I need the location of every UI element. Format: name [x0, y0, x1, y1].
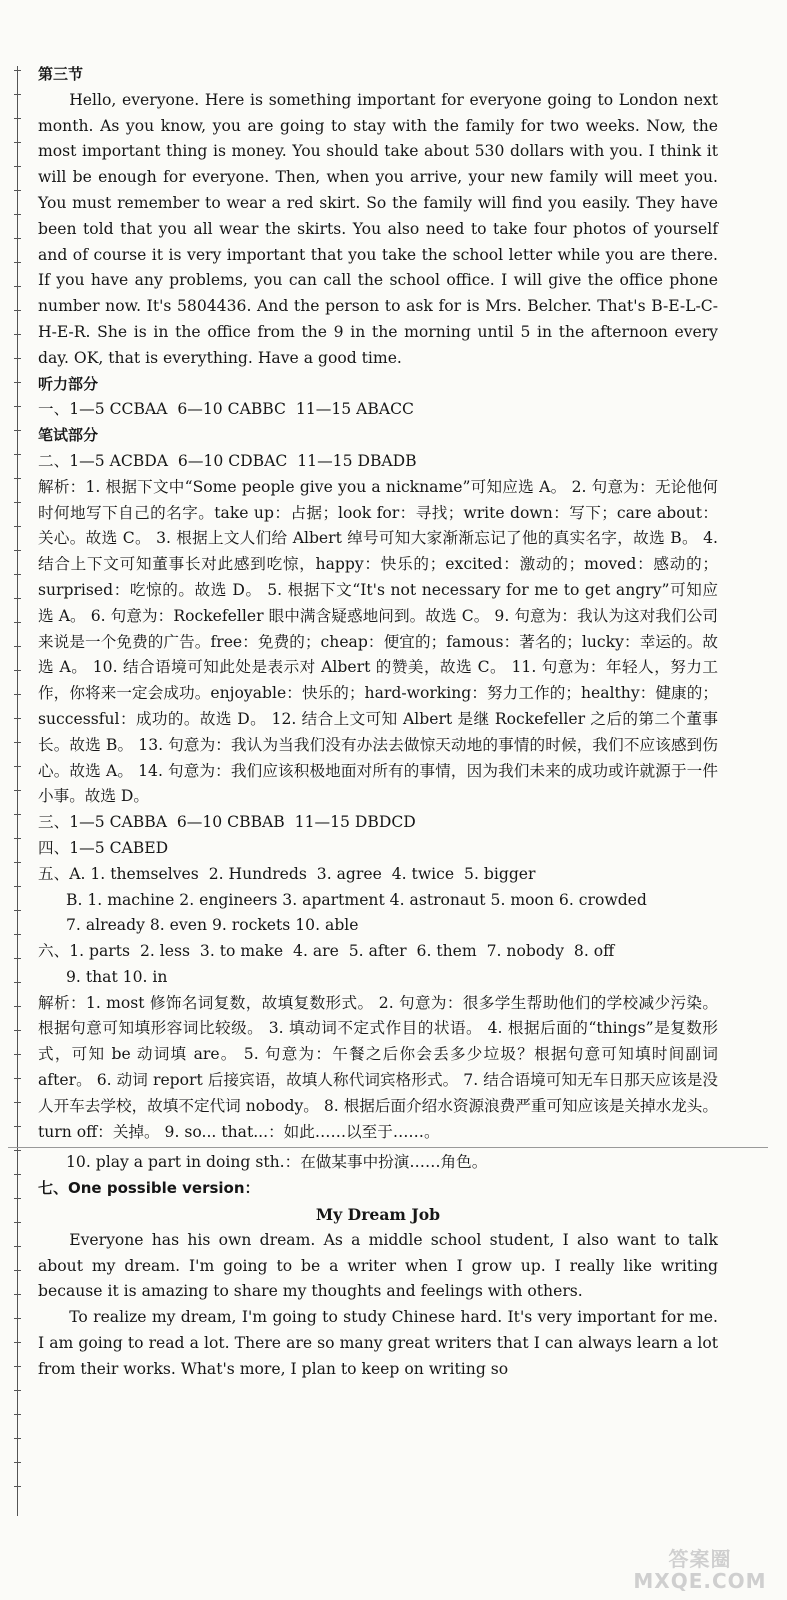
part2-explanation: 解析：1. 根据下文中“Some people give you a nickname”可知应选 A。 2. 句意为：无论他何时何地写下自己的名字。take up：占据；look for：寻找；write down：写下；care about：关心。故选 C。 3. 根据上文人们给 Albert 绰号可知大家渐渐忘记了他的真实名字，故选 B。 4. 结合上下文可知董事长对此感到吃惊，happy：快乐的；excited：激动的；moved：感动的；surprised：吃惊的。故选 D。 5. 根据下文“It's not necessary for me to get angry”可知应选 A。 6. 句意为：Rockefeller 眼中满含疑惑地问到。故选 C。 9. 句意为：我认为这对我们公司来说是一个免费的广告。free：免费的；cheap：便宜的；famous：著名的；lucky：幸运的。故选 A。 10. 结合语境可知此处是表示对 Albert 的赞美，故选 C。 11. 句意为：年轻人，努力工作，你将来一定会成功。enjoyable：快乐的；hard-working：努力工作的；healthy：健康的；successful：成功的。故选 D。 12. 结合上文可知 Albert 是继 Rockefeller 之后的第二个董事长。故选 B。 13. 句意为：我认为当我们没有办法去做惊天动地的事情的时候，我们不应该感到伤心。故选 A。 14. 句意为：我们应该积极地面对所有的事情，因为我们未来的成功或许就源于一件小事。故选 D。	[38, 477, 718, 806]
part6-answers-line2: 9. that 10. in	[66, 967, 168, 986]
binding-margin-ticks	[14, 70, 21, 1510]
essay-paragraph-1: Everyone has his own dream. As a middle school student, I also want to talk about my dream. I'm going to be a writer when I grow up. I really like writing because it is amazing to share my thoughts and feelings with others.	[38, 1230, 718, 1301]
site-watermark-logo	[620, 1548, 780, 1598]
listening-heading: 听力部分	[38, 374, 99, 393]
part5-a-answers: 五、A. 1. themselves 2. Hundreds 3. agree 4. twice 5. bigger	[38, 864, 536, 883]
answer-page	[38, 62, 718, 1383]
scan-fold-line	[8, 1147, 768, 1148]
listening-answers: 一、1—5 CCBAA 6—10 CABBC 11—15 ABACC	[38, 400, 414, 419]
part2-answers: 二、1—5 ACBDA 6—10 CDBAC 11—15 DBADB	[38, 451, 417, 470]
part6-explanation-last: 10. play a part in doing sth.：在做某事中扮演……角色。	[66, 1153, 488, 1172]
part6-explanation: 解析：1. most 修饰名词复数，故填复数形式。 2. 句意为：很多学生帮助他们的学校减少污染。根据句意可知填形容词比较级。 3. 填动词不定式作目的状语。 4. 根据后面的“things”是复数形式，可知 be 动词填 are。 5. 句意为：午餐之后你会丢多少垃圾？根据句意可知填时间副词 after。 6. 动词 report 后接宾语，故填人称代词宾格形式。 7. 结合语境可知无车日那天应该是没人开车去学校，故填不定代词 nobody。 8. 根据后面介绍水资源浪费严重可知应该是关掉水龙头。turn off：关掉。 9. so... that...：如此……以至于……。	[38, 993, 718, 1141]
part4-answers: 四、1—5 CABED	[38, 838, 169, 857]
essay-paragraph-2: To realize my dream, I'm going to study Chinese hard. It's very important for me. I am going to read a lot. There are so many great writers that I can always learn a lot from their works. What's more, I plan to keep on writing so	[38, 1308, 718, 1378]
watermark-line1: 答案圈	[668, 1547, 732, 1571]
section3-heading: 第三节	[38, 65, 84, 83]
written-heading: 笔试部分	[38, 426, 99, 445]
watermark-line2: MXQE.COM	[633, 1569, 767, 1593]
part5-b-answers-line1: B. 1. machine 2. engineers 3. apartment 4. astronaut 5. moon 6. crowded	[66, 890, 647, 909]
writing-heading: 七、One possible version：	[38, 1179, 260, 1198]
part6-answers-line1: 六、1. parts 2. less 3. to make 4. are 5. after 6. them 7. nobody 8. off	[38, 942, 615, 961]
listening-transcript: Hello, everyone. Here is something important for everyone going to London next month. As you know, you are going to stay with the family for two weeks. Now, the most important thing is money. You should take about 530 dollars with you. I think it will be enough for everyone. Then, when you arrive, your new family will meet you. You must remember to wear a red skirt. So the family will find you easily. They have been told that you all wear the skirts. You also need to take four photos of yourself and of course it is very important that you take the school letter while you are there. If you have any problems, you can call the school office. I will give the office phone number now. It's 5804436. And the person to ask for is Mrs. Belcher. That's B-E-L-C-H-E-R. She is in the office from the 9 in the morning until 5 in the afternoon every day. OK, that is everything. Have a good time.	[38, 90, 718, 367]
part5-b-answers-line2: 7. already 8. even 9. rockets 10. able	[66, 916, 359, 935]
essay-title: My Dream Job	[315, 1205, 441, 1225]
part3-answers: 三、1—5 CABBA 6—10 CBBAB 11—15 DBDCD	[38, 813, 416, 832]
